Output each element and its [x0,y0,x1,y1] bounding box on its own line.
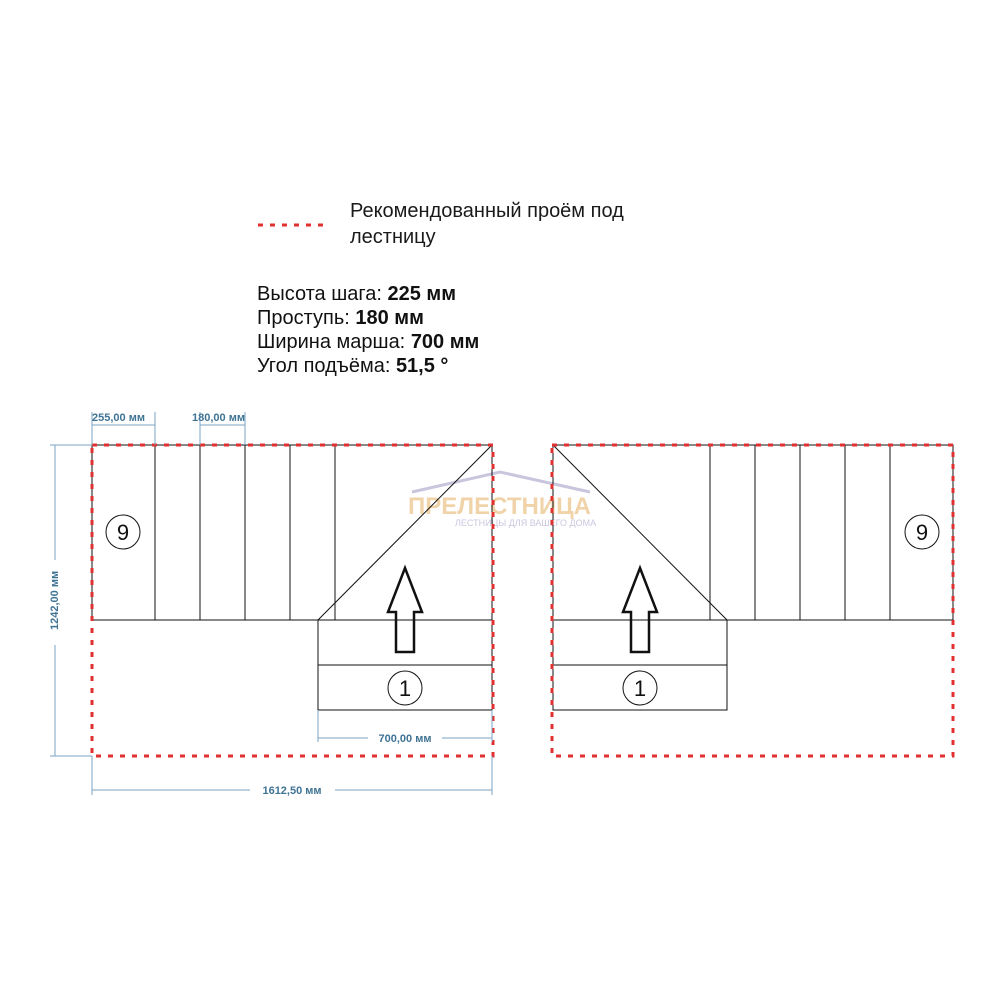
right-direction-arrow-icon [623,568,657,652]
left-recommended-opening [92,445,493,756]
spec-label: Высота шага: [257,283,388,305]
dim-tread-label: 180,00 мм [192,412,245,424]
right-stair-plan [553,445,953,710]
logo-name: ПРЕЛЕСТНИЦА [408,493,591,520]
spec-angle [257,354,479,378]
left-direction-arrow-icon [388,568,422,652]
logo-roof-icon [412,472,590,492]
right-upper-flight-outline [553,445,953,710]
dim-march-width-label: 700,00 мм [378,733,432,745]
left-step-9-label: 9 [116,520,130,545]
stair-specs [257,282,479,378]
watermark-logo [408,472,596,528]
legend-label: Рекомендованный проём под лестницу [350,200,624,248]
spec-value: 225 мм [387,283,457,305]
spec-label: Угол подъёма: [257,355,396,377]
right-recommended-opening [552,445,953,756]
dim-height-label: 1242,00 мм [49,570,61,630]
right-step-9-label: 9 [915,520,929,545]
left-upper-flight-outline [92,445,492,710]
left-stair-plan [92,445,492,710]
right-winder-diagonal [553,445,727,620]
left-winder-diagonal [318,445,492,620]
right-step-1-label: 1 [633,676,647,701]
spec-value: 180 мм [355,307,424,329]
spec-tread [257,306,479,330]
spec-value: 51,5 ° [395,355,449,377]
logo-tagline: ЛЕСТНИЦЫ ДЛЯ ВАШЕГО ДОМА [455,518,597,528]
spec-label: Ширина марша: [257,331,411,353]
left-step-1-label: 1 [398,676,412,701]
spec-label: Проступь: [257,307,356,329]
spec-step-height [257,282,479,306]
dim-total-width-label: 1612,50 мм [262,785,322,797]
dim-landing-depth-label: 255,00 мм [92,412,145,424]
spec-value: 700 мм [410,331,480,353]
spec-march-width [257,330,479,354]
